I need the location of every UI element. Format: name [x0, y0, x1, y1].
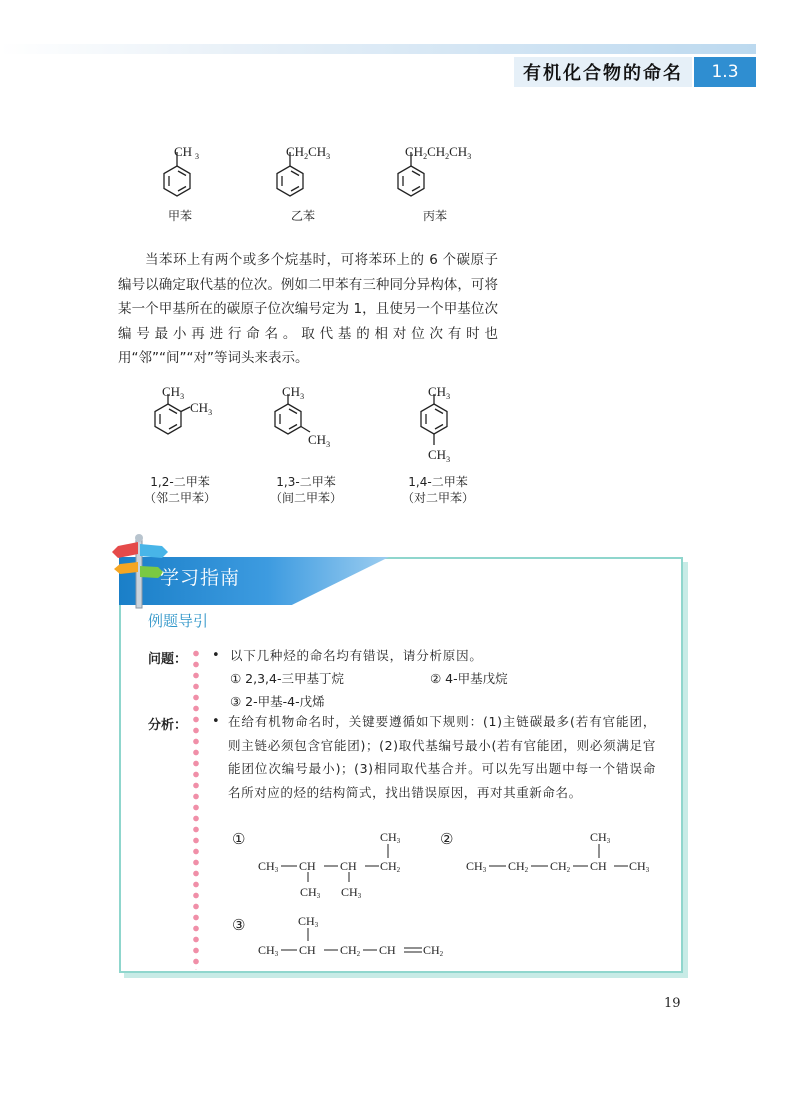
svg-text:CH2: CH2	[508, 859, 529, 874]
o-xylene-structure	[150, 382, 230, 442]
svg-text:CH3: CH3	[629, 859, 650, 874]
svg-text:CH2CH3: $CH_2CH_3$	[286, 144, 331, 161]
svg-text:CH2: CH2	[550, 859, 571, 874]
iupac-name: 1,3-二甲苯	[276, 475, 336, 489]
molecule-name-ethylbenzene: 乙苯	[290, 209, 315, 223]
common-name: （对二甲苯）	[401, 491, 474, 505]
question-item-1: ① 2,3,4-三甲基丁烷	[230, 671, 344, 686]
common-name: （邻二甲苯）	[143, 491, 216, 505]
question-item-2: ② 4-甲基戊烷	[430, 671, 508, 686]
svg-text:CH3: CH3	[466, 859, 487, 874]
svg-text:③: ③	[232, 918, 246, 934]
svg-text:CH3: $CH_3$	[428, 384, 451, 401]
iupac-name: 1,2-二甲苯	[150, 475, 210, 489]
svg-text:CH3: $CH_3$	[190, 400, 213, 417]
iupac-name: 1,4-二甲苯	[408, 475, 468, 489]
section-number: 1.3	[694, 57, 756, 87]
m-xylene-structure	[270, 382, 350, 452]
svg-text:②: ②	[440, 832, 454, 848]
page-number: 19	[664, 996, 681, 1011]
intro-paragraph: 当苯环上有两个或多个烷基时，可将苯环上的 6 个碳原子编号以确定取代基的位次。例如二甲苯有三种同分异构体，可将某一个甲基所在的碳原子位次编号定为 1，且使另一个甲基位次编号最小再进行命名。取代基的相对位次有时也用“邻”“间”“对”等词头来表示。	[118, 252, 498, 366]
question-bullet: •	[212, 648, 220, 663]
svg-text:CH: CH	[590, 859, 607, 873]
molecule-name-m-xylene	[266, 474, 346, 506]
svg-text:CH3: $CH_3$	[308, 432, 331, 449]
svg-text:CH: CH	[340, 859, 357, 873]
toluene-structure	[160, 144, 220, 204]
ethylbenzene-structure	[273, 144, 363, 204]
molecule-name-toluene: 甲苯	[167, 209, 192, 223]
molecule-name-o-xylene	[140, 474, 220, 506]
question-item-3: ③ 2-甲基-4-戊烯	[230, 694, 325, 709]
p-xylene-structure	[416, 382, 476, 468]
analysis-text: 在给有机物命名时，关键要遵循如下规则：(1)主链碳最多(若有官能团，则主链必须包含官能团)；(2)取代基编号最小(若有官能团，则必须满足官能团位次编号最小)；(3)相同取代基合并。可以先写出题中每一个错误命名所对应的烃的结构简式，找出错误原因，再对其重新命名。	[228, 714, 656, 800]
structure-3	[232, 908, 462, 964]
study-guide-title: 学习指南	[160, 567, 241, 589]
svg-text:CH3: $CH_3$	[162, 384, 185, 401]
question-text: 以下几种烃的命名均有错误，请分析原因。	[230, 648, 483, 663]
svg-text:CH3: CH3	[258, 943, 279, 958]
svg-text:CH3: $CH_3$	[282, 384, 305, 401]
svg-text:CH: CH	[379, 943, 396, 957]
example-guide-title: 例题导引	[148, 612, 209, 630]
question-label: 问题：	[148, 652, 188, 667]
svg-text:CH3: CH3	[298, 914, 319, 929]
svg-text:CH3: CH3	[341, 885, 362, 900]
structure-2	[440, 826, 660, 886]
common-name: （间二甲苯）	[269, 491, 342, 505]
analysis-label: 分析：	[148, 718, 188, 733]
chapter-title: 有机化合物的命名	[514, 57, 692, 87]
svg-text:CH2: CH2	[423, 943, 444, 958]
svg-text:CH3: CH3	[590, 830, 611, 845]
structure-1	[232, 826, 432, 906]
formula-ch: CH	[174, 144, 193, 159]
svg-text:CH2: CH2	[380, 859, 401, 874]
molecule-name-p-xylene	[398, 474, 478, 506]
svg-text:CH3: CH3	[258, 859, 279, 874]
propylbenzene-structure	[394, 144, 504, 204]
header-gradient-bar	[0, 44, 756, 54]
molecule-name-propylbenzene: 丙苯	[422, 209, 447, 223]
svg-text:CH3: CH3	[300, 885, 321, 900]
svg-text:CH: CH	[299, 859, 316, 873]
formula-sub: 3	[195, 152, 199, 161]
svg-text:CH2: CH2	[340, 943, 361, 958]
svg-text:①: ①	[232, 832, 246, 848]
dotted-divider	[193, 648, 199, 970]
svg-text:CH3: $CH_3$	[428, 447, 451, 464]
analysis-bullet: •	[212, 714, 220, 729]
svg-text:CH3: CH3	[380, 830, 401, 845]
svg-text:CH2CH2CH3: $CH_2CH_2CH_3$	[405, 144, 472, 161]
svg-text:CH: CH	[299, 943, 316, 957]
